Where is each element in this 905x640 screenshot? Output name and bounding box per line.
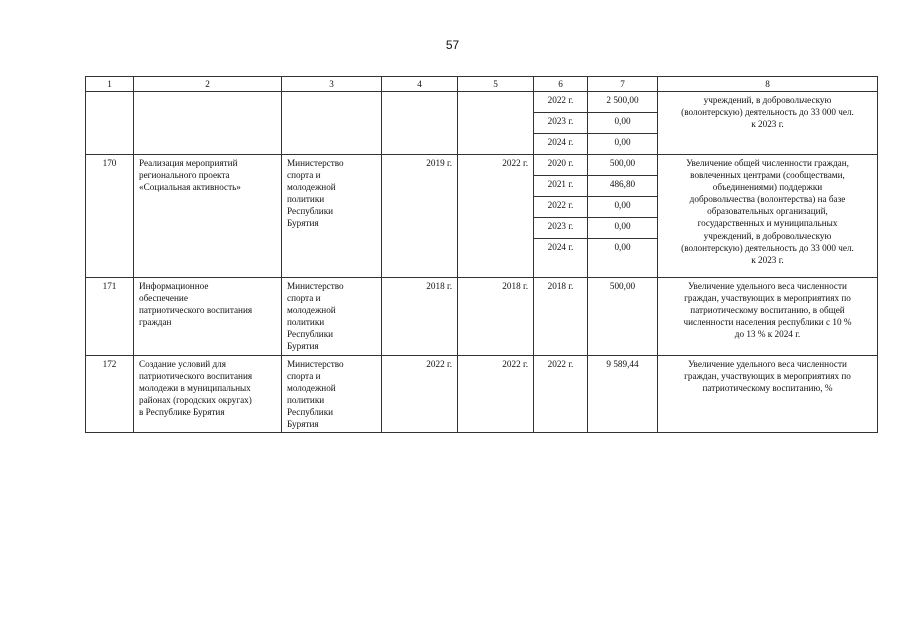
result-line: вовлеченных центрами (сообществами, (690, 170, 845, 181)
name-line: патриотического воспитания (139, 370, 253, 381)
row-number: 170 (86, 155, 134, 278)
result-line: объединениями) поддержки (712, 182, 823, 193)
start-year: 2018 г. (382, 278, 458, 356)
table-row (86, 92, 878, 113)
year-cell: 2024 г. (534, 239, 588, 278)
amount-cell: 500,00 (588, 278, 658, 356)
org-line: спорта и (287, 370, 321, 381)
result-line: патриотическому воспитанию, % (702, 382, 833, 393)
empty-cell (86, 92, 134, 155)
activity-name (134, 155, 282, 278)
result-line: до 13 % к 2024 г. (734, 329, 801, 340)
amount-cell: 0,00 (588, 197, 658, 218)
name-line: Создание условий для (139, 358, 226, 369)
header-cell: 8 (658, 77, 878, 92)
amount-cell: 0,00 (588, 218, 658, 239)
year-cell: 2024 г. (534, 134, 588, 155)
end-year: 2022 г. (458, 155, 534, 278)
result-line: Увеличение общей численности граждан, (686, 158, 849, 168)
amount-cell: 0,00 (588, 113, 658, 134)
amount-cell: 0,00 (588, 134, 658, 155)
header-cell: 2 (134, 77, 282, 92)
name-line: обеспечение (139, 293, 188, 304)
program-activities-table (85, 76, 878, 433)
responsible-org (282, 278, 382, 356)
org-line: Министерство (287, 158, 344, 168)
result-cell (658, 278, 878, 356)
result-line: патриотическому воспитанию, в общей (690, 305, 845, 316)
table-row (86, 355, 878, 433)
org-line: спорта и (287, 170, 321, 181)
name-line: «Социальная активность» (139, 182, 241, 193)
result-cell (658, 355, 878, 433)
empty-cell (458, 92, 534, 155)
result-line: образовательных организаций, (707, 206, 828, 217)
header-cell: 1 (86, 77, 134, 92)
org-line: политики (287, 317, 325, 328)
header-row (86, 77, 878, 92)
org-line: Министерство (287, 358, 344, 369)
org-line: политики (287, 394, 325, 405)
year-cell: 2023 г. (534, 218, 588, 239)
result-line: к 2023 г. (751, 119, 784, 130)
end-year: 2022 г. (458, 355, 534, 433)
year-cell: 2023 г. (534, 113, 588, 134)
year-cell: 2020 г. (534, 155, 588, 176)
amount-cell: 9 589,44 (588, 355, 658, 433)
start-year: 2022 г. (382, 355, 458, 433)
amount-cell: 486,80 (588, 176, 658, 197)
amount-cell: 0,00 (588, 239, 658, 278)
end-year: 2018 г. (458, 278, 534, 356)
row-number: 172 (86, 355, 134, 433)
org-line: Республики (287, 206, 334, 217)
org-line: спорта и (287, 293, 321, 304)
amount-cell: 500,00 (588, 155, 658, 176)
name-line: в Республике Бурятия (139, 406, 225, 417)
amount-cell: 2 500,00 (588, 92, 658, 113)
name-line: молодежи в муниципальных (139, 382, 251, 393)
year-cell: 2022 г. (534, 92, 588, 113)
org-line: Бурятия (287, 341, 319, 352)
name-line: граждан (139, 317, 172, 328)
result-line: добровольчества (волонтерства) на базе (689, 194, 846, 205)
responsible-org (282, 355, 382, 433)
row-number: 171 (86, 278, 134, 356)
year-cell: 2018 г. (534, 278, 588, 356)
table-row (86, 155, 878, 176)
org-line: молодежной (287, 182, 336, 193)
table-row (86, 278, 878, 356)
org-line: Министерство (287, 281, 344, 291)
result-line: к 2023 г. (751, 254, 784, 265)
result-line: учреждений, в добровольческую (703, 95, 832, 105)
org-line: политики (287, 194, 325, 205)
responsible-org (282, 155, 382, 278)
result-line: (волонтерскую) деятельность до 33 000 чел. (681, 107, 854, 118)
year-cell: 2021 г. (534, 176, 588, 197)
empty-cell (382, 92, 458, 155)
name-line: патриотического воспитания (139, 305, 253, 316)
header-cell: 4 (382, 77, 458, 92)
year-cell: 2022 г. (534, 355, 588, 433)
header-cell: 6 (534, 77, 588, 92)
org-line: Бурятия (287, 419, 319, 430)
empty-cell (134, 92, 282, 155)
name-line: регионального проекта (139, 170, 230, 181)
result-line: (волонтерскую) деятельность до 33 000 чел. (681, 242, 854, 253)
name-line: Информационное (139, 281, 209, 291)
result-line: государственных и муниципальных (697, 218, 838, 229)
result-line: Увеличение удельного веса численности (688, 281, 847, 291)
result-cell (658, 92, 878, 155)
result-cell (658, 155, 878, 278)
result-line: Увеличение удельного веса численности (688, 358, 847, 369)
page-number: 57 (445, 38, 460, 52)
header-cell: 3 (282, 77, 382, 92)
year-cell: 2022 г. (534, 197, 588, 218)
name-line: Реализация мероприятий (139, 158, 238, 168)
org-line: молодежной (287, 382, 336, 393)
org-line: Республики (287, 329, 334, 340)
name-line: районах (городских округах) (139, 394, 252, 405)
org-line: Республики (287, 406, 334, 417)
empty-cell (282, 92, 382, 155)
activity-name (134, 355, 282, 433)
start-year: 2019 г. (382, 155, 458, 278)
result-line: граждан, участвующих в мероприятиях по (684, 293, 851, 304)
result-line: численности населения республики с 10 % (683, 317, 852, 328)
org-line: Бурятия (287, 218, 319, 229)
header-cell: 5 (458, 77, 534, 92)
activity-name (134, 278, 282, 356)
org-line: молодежной (287, 305, 336, 316)
header-cell: 7 (588, 77, 658, 92)
result-line: граждан, участвующих в мероприятиях по (684, 370, 851, 381)
result-line: учреждений, в добровольческую (703, 230, 832, 241)
